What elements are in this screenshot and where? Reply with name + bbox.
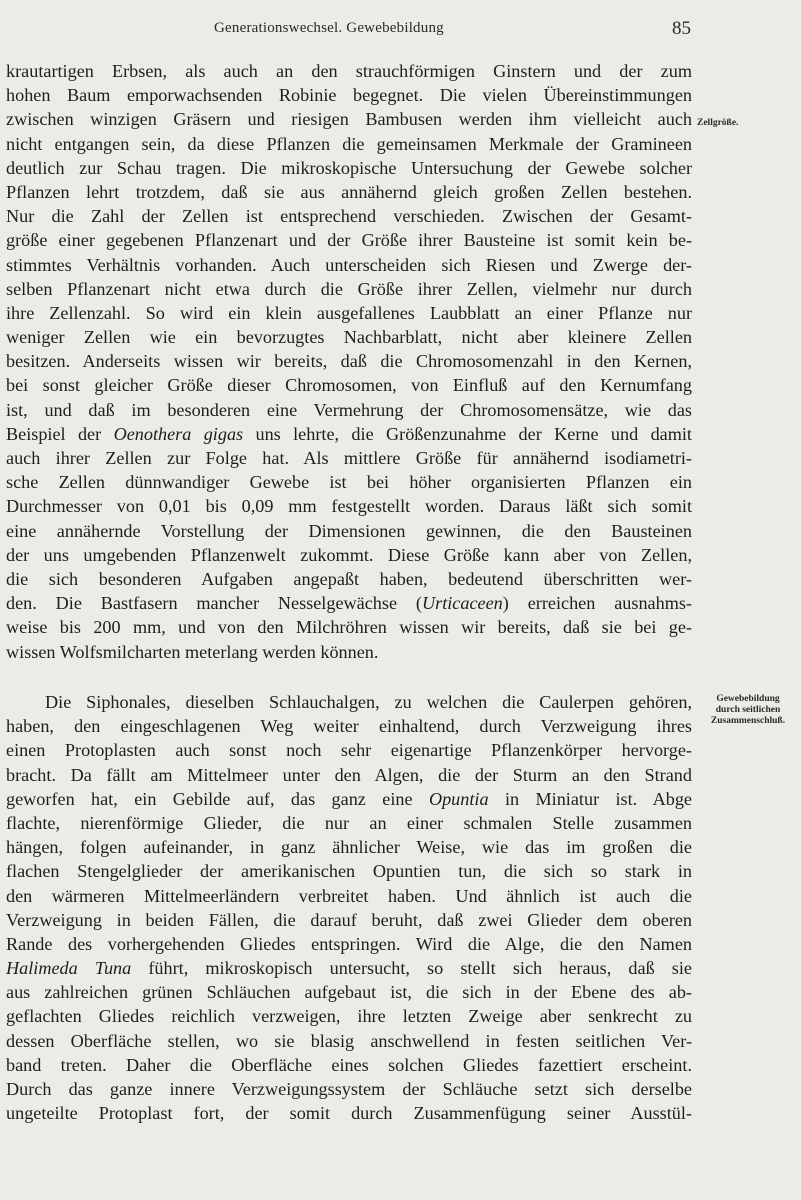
text-line: deutlich zur Schau tragen. Die mikroskopische Untersuchung der Gewebe solcher [6, 157, 692, 178]
italic-term: Halimeda Tuna [6, 958, 132, 979]
text-line: sche Zellen dünnwandiger Gewebe ist bei höher organisierten Pflanzen ein [6, 472, 692, 493]
text-line: weniger Zellen wie ein bevorzugtes Nachbarblatt, nicht aber kleinere Zellen [6, 327, 692, 348]
margin-note-gewebebildung [697, 694, 799, 727]
text-line [6, 956, 692, 980]
text-line: den wärmeren Mittelmeerländern verbreitet haben. Und ähnlich ist auch die [6, 885, 692, 906]
text-line [6, 591, 692, 615]
text-line: besitzen. Anderseits wissen wir bereits, daß die Chromosomenzahl in den Kernen, [6, 351, 692, 372]
text-line: flachen Stengelglieder der amerikanischen Opuntien tun, die sich so stark in [6, 861, 692, 882]
text-line: bei sonst gleicher Größe dieser Chromosomen, von Einfluß auf den Kernumfang [6, 375, 692, 396]
text-line: Verzweigung in beiden Fällen, die darauf beruht, daß zwei Glieder dem oberen [6, 909, 692, 930]
text-line: zwischen winzigen Gräsern und riesigen Bambusen werden ihm vielleicht auch [6, 109, 692, 130]
text-line: krautartigen Erbsen, als auch an den strauchförmigen Ginstern und der zum [6, 61, 692, 81]
text-segment: geworfen hat, ein Gebilde auf, das ganz eine [6, 788, 429, 809]
text-line: eine annähernde Vorstellung der Dimensionen gewinnen, die den Bausteinen [6, 520, 692, 541]
paragraph-2 [6, 690, 692, 1125]
text-line: flachte, nierenförmige Glieder, die nur an einer schmalen Stelle zusammen [6, 812, 692, 833]
text-line: Durch das ganze innere Verzweigungssystem der Schläuche setzt sich derselbe [6, 1079, 692, 1099]
text-line: dessen Oberfläche stellen, wo sie blasig anschwellend in festen seitlichen Ver- [6, 1030, 692, 1051]
text-segment: den. Die Bastfasern mancher Nesselgewächse ( [6, 593, 422, 614]
text-line: Pflanzen lehrt trotzdem, daß sie aus annähernd gleich großen Zellen bestehen. [6, 181, 692, 202]
text-line: hohen Baum emporwachsenden Robinie begegnet. Die vielen Übereinstimmungen [6, 85, 692, 106]
margin-note-line: Zusammenschluß. [710, 716, 786, 726]
text-line: bracht. Da fällt am Mittelmeer unter den Algen, die der Sturm an den Strand [6, 764, 692, 785]
text-line: die sich besonderen Aufgaben angepaßt haben, bedeutend überschritten wer- [6, 568, 692, 589]
text-line: selben Pflanzenart nicht etwa durch die Größe ihrer Zellen, vielmehr nur durch [6, 278, 692, 299]
text-line: band treten. Daher die Oberfläche eines solchen Gliedes fazettiert erscheint. [6, 1054, 692, 1075]
margin-note-zellgroesse: Zellgröße. [697, 118, 739, 128]
page-number: 85 [672, 18, 691, 39]
margin-note-line: Gewebebildung [716, 694, 780, 704]
text-line [6, 787, 692, 811]
text-segment: uns lehrte, die Größenzunahme der Kerne und damit [243, 423, 692, 444]
italic-term: Oenothera gigas [113, 423, 244, 444]
text-line: Die Siphonales, dieselben Schlauchalgen, zu welchen die Caulerpen gehören, [45, 692, 692, 712]
text-line: auch ihrer Zellen zur Folge hat. Als mittlere Größe für annähernd isodiametri- [6, 448, 692, 468]
text-line: geflachten Gliedes reichlich verzweigen, ihre letzten Zweige aber senkrecht zu [6, 1006, 692, 1027]
text-line: stimmtes Verhältnis vorhanden. Auch unterscheiden sich Riesen und Zwerge der- [6, 254, 692, 275]
italic-term: Urticaceen [421, 593, 503, 614]
text-line [6, 422, 692, 446]
italic-term: Opuntia [428, 788, 489, 809]
text-line: nicht entgangen sein, da diese Pflanzen die gemeinsamen Merkmale der Gramineen [6, 133, 692, 154]
margin-note-line: durch seitlichen [715, 705, 781, 715]
text-segment: Beispiel der [6, 423, 114, 444]
text-line: wissen Wolfsmilcharten meterlang werden können. [6, 641, 379, 662]
text-segment: in Miniatur ist. Abge [488, 788, 693, 809]
text-segment: führt, mikroskopisch untersucht, so stellt sich heraus, daß sie [131, 958, 692, 979]
text-line: der uns umgebenden Pflanzenwelt zukommt. Diese Größe kann aber von Zellen, [6, 544, 692, 565]
text-line: aus zahlreichen grünen Schläuchen aufgebaut ist, die sich in der Ebene des ab- [6, 982, 692, 1003]
text-line: größe einer gegebenen Pflanzenart und der Größe ihrer Bausteine ist somit kein be- [6, 230, 692, 251]
text-line: ist, und daß im besonderen eine Vermehrung der Chromosomensätze, wie das [6, 399, 692, 420]
text-line: Nur die Zahl der Zellen ist entsprechend verschieden. Zwischen der Gesamt- [6, 206, 692, 227]
text-line: hängen, folgen aufeinander, in ganz ähnlicher Weise, wie das im großen die [6, 837, 692, 858]
text-line: Durchmesser von 0,01 bis 0,09 mm festgestellt worden. Daraus läßt sich somit [6, 496, 692, 517]
text-line: Rande des vorhergehenden Gliedes entspringen. Wird die Alge, die den Namen [6, 933, 692, 954]
text-line: haben, den eingeschlagenen Weg weiter einhaltend, durch Verzweigung ihres [6, 716, 692, 737]
text-line: weise bis 200 mm, und von den Milchröhren wissen wir bereits, daß sie bei ge- [6, 617, 692, 638]
text-segment: ) erreichen ausnahms- [502, 593, 692, 614]
paragraph-1 [6, 59, 692, 664]
text-line: ungeteilte Protoplast fort, der somit durch Zusammenfügung seiner Ausstül- [6, 1103, 692, 1124]
text-line: ihre Zellenzahl. So wird ein klein ausgefallenes Laubblatt an einer Pflanze nur [6, 302, 692, 323]
running-header-title: Generationswechsel. Gewebebildung [214, 20, 444, 36]
text-line: einen Protoplasten auch sonst noch sehr eigenartige Pflanzenkörper hervorge- [6, 740, 692, 761]
